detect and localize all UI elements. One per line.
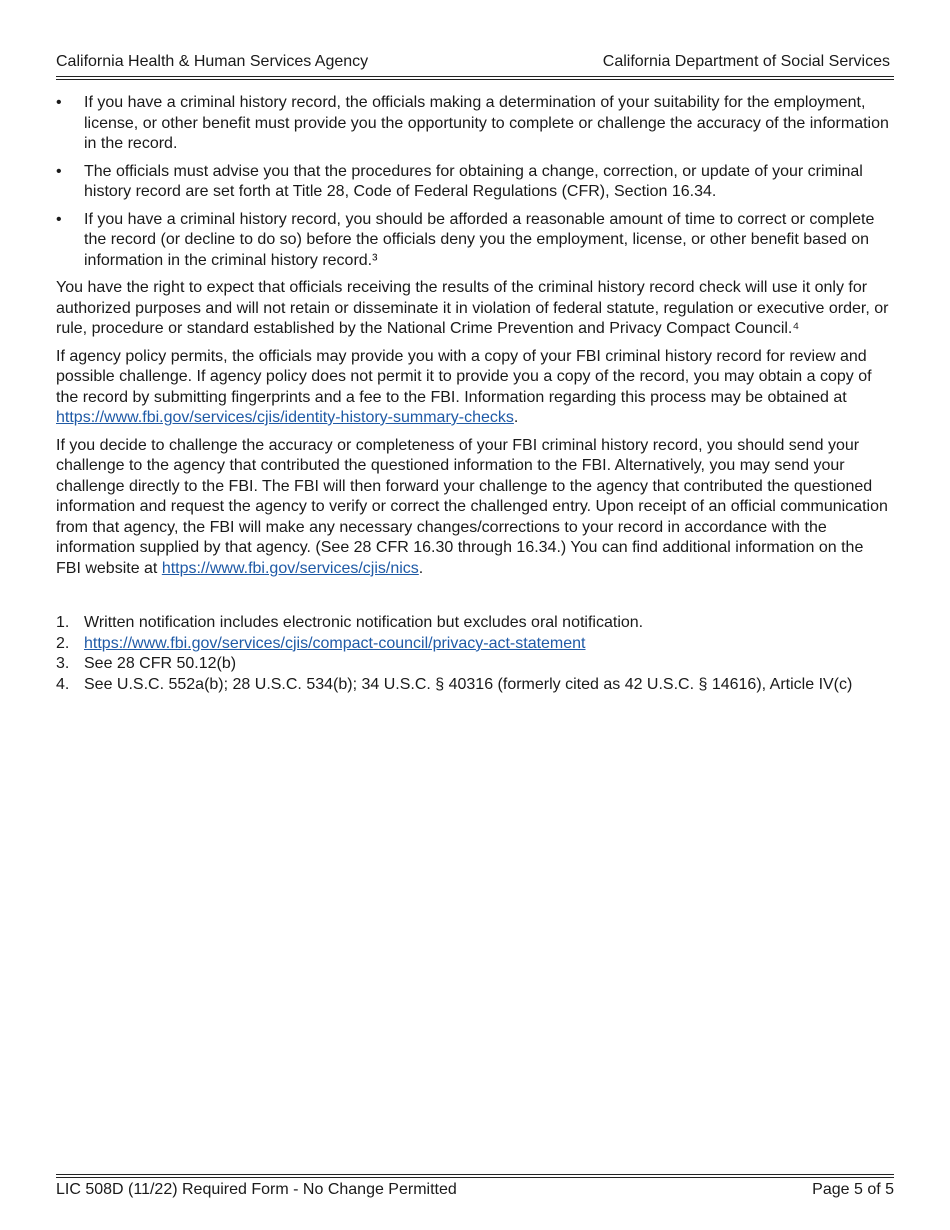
- nics-link[interactable]: https://www.fbi.gov/services/cjis/nics: [161, 559, 419, 577]
- footnote-item: [56, 654, 892, 675]
- document-body: [56, 93, 892, 695]
- footer-divider: [56, 1174, 894, 1178]
- footnote-number: 1.: [56, 614, 70, 631]
- page-number: Page 5 of 5: [812, 1181, 894, 1198]
- bullet-text: If you have a criminal history record, the officials making a determination of your suitability for the employment, license, or other benefit must provide you the opportunity to complete or challenge the accuracy of the information in the record.: [84, 94, 889, 152]
- paragraph-record-copy: [56, 347, 892, 429]
- bullet-icon: •: [56, 94, 62, 111]
- bullet-icon: •: [56, 210, 62, 228]
- header-department: California Department of Social Services: [602, 53, 890, 70]
- bullet-text: The officials must advise you that the procedures for obtaining a change, correction, or update of your criminal history record are set forth at Title 28, Code of Federal Regulations (CFR), Section 16.34.: [84, 162, 863, 200]
- paragraph-end: .: [418, 559, 424, 577]
- header-divider: [56, 76, 894, 80]
- bullet-icon: •: [56, 162, 62, 180]
- footnote-number: 2.: [56, 634, 70, 652]
- footnote-number: 3.: [56, 655, 70, 672]
- page-header: [56, 52, 894, 74]
- paragraph-end: .: [513, 409, 519, 426]
- footnote-number: 4.: [56, 675, 70, 693]
- footnote-text: Written notification includes electronic notification but excludes oral notification.: [84, 614, 644, 631]
- identity-history-link[interactable]: https://www.fbi.gov/services/cjis/identity-history-summary-checks: [56, 409, 514, 426]
- footnote-text: See U.S.C. 552a(b); 28 U.S.C. 534(b); 34 U.S.C. § 40316 (formerly cited as 42 U.S.C. § 14616), Article IV(c): [84, 675, 853, 693]
- header-agency: California Health & Human Services Agency: [56, 53, 369, 70]
- paragraph-text: If agency policy permits, the officials may provide you with a copy of your FBI criminal history record for review and possible challenge. If agency policy does not permit it to provide you a copy of the record, you may obtain a copy of the record by submitting fingerprints and a fee to the FBI. Information regarding this process may be obtained at: [56, 347, 872, 406]
- rights-bullet-list: [56, 93, 892, 271]
- footnote-item: [56, 634, 892, 655]
- privacy-act-link[interactable]: https://www.fbi.gov/services/cjis/compact-council/privacy-act-statement: [84, 634, 586, 652]
- bullet-item: [56, 93, 892, 155]
- bullet-item: [56, 210, 892, 272]
- paragraph-challenge: [56, 436, 892, 580]
- footnote-item: [56, 675, 892, 696]
- paragraph-authorized-use: [56, 278, 892, 340]
- bullet-text: If you have a criminal history record, you should be afforded a reasonable amount of time to correct or complete the record (or decline to do so) before the officials deny you the employment, license, or other benefit based on information in the criminal history record.³: [84, 210, 875, 269]
- paragraph-text: If you decide to challenge the accuracy or completeness of your FBI criminal history record, you should send your challenge to the agency that contributed the questioned information to the FBI. Alternatively, you may send your challenge directly to the FBI. The FBI will then forward your challenge to the agency that contributed the questioned information and request the agency to verify or correct the challenged entry. Upon receipt of an official communication from that agency, the FBI will make any necessary changes/corrections to your record in accordance with the information supplied by that agency. (See 28 CFR 16.30 through 16.34.) You can find additional information on the FBI website at: [56, 436, 888, 577]
- footnotes-list: [56, 613, 892, 695]
- footnote-text: See 28 CFR 50.12(b): [84, 655, 237, 672]
- paragraph-text: You have the right to expect that officials receiving the results of the criminal history record check will use it only for authorized purposes and will not retain or disseminate it in violation of federal statute, regulation or executive order, or rule, procedure or standard established by the National Crime Prevention and Privacy Compact Council.⁴: [56, 279, 889, 337]
- footnote-item: [56, 613, 892, 634]
- bullet-item: [56, 162, 892, 203]
- form-identifier: LIC 508D (11/22) Required Form - No Change Permitted: [56, 1181, 457, 1198]
